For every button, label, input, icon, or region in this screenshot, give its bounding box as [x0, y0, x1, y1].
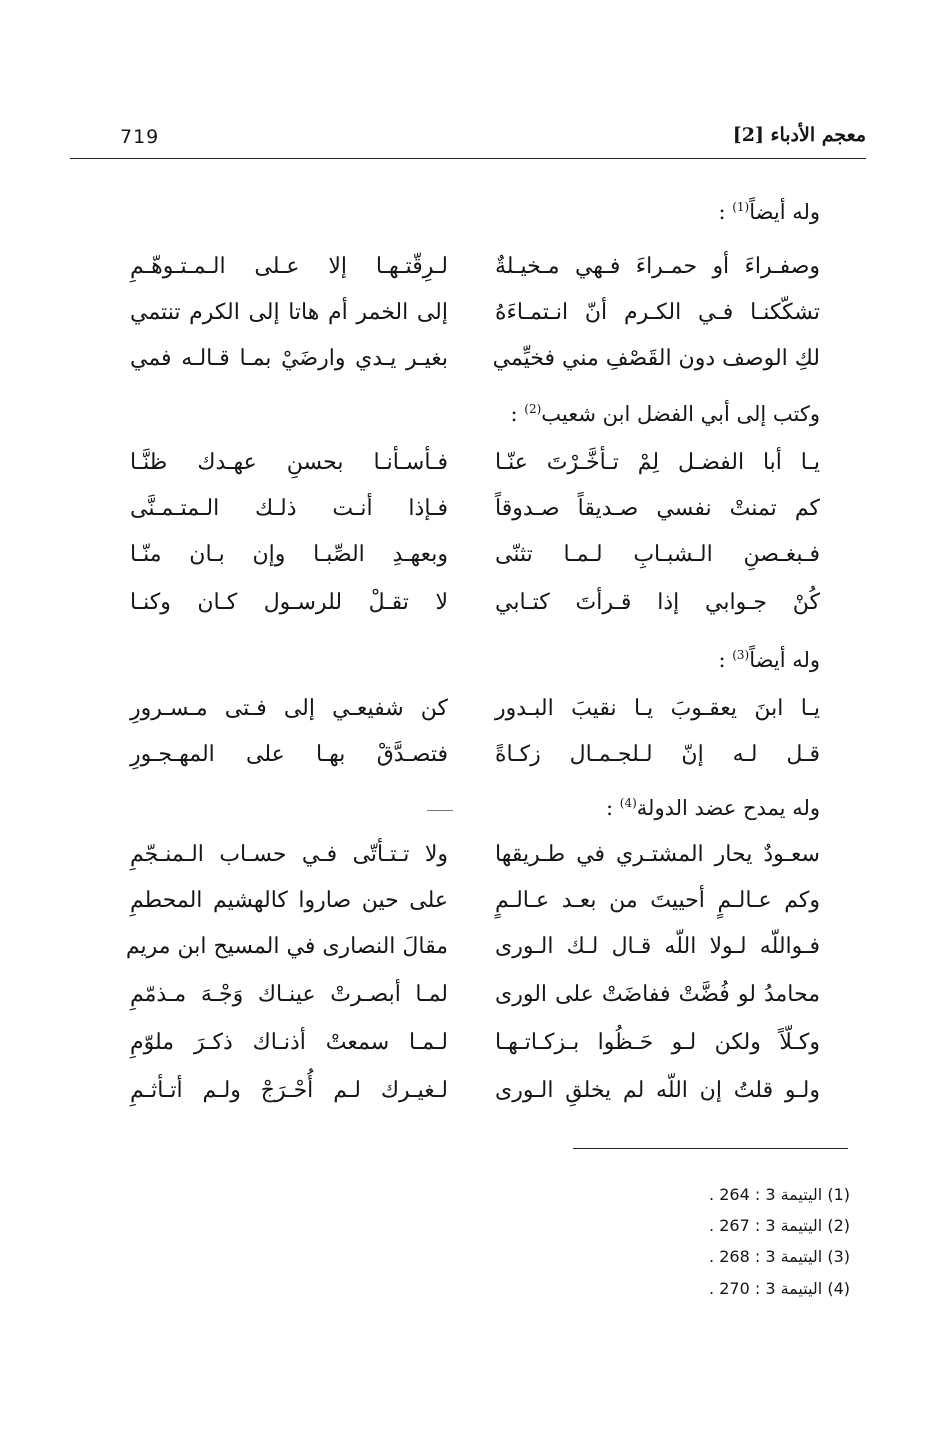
footnote: (3) اليتيمة 3 : 268 . — [709, 1247, 850, 1266]
verse-first-hemistich: يـا أبا الفضـل لِمْ تـأخَّـرْتَ عنّـا — [495, 450, 820, 475]
verse-second-hemistich: إلى الخمر أم هاتا إلى الكرم تنتمي — [130, 300, 448, 325]
verse-second-hemistich: ولا تـتـأتّى فـي حسـاب الـمنـجّمِ — [130, 842, 448, 867]
verse-first-hemistich: فـواللّه لـولا اللّه قـال لـك الـورى — [495, 934, 820, 959]
footnote-rule — [573, 1148, 848, 1149]
poem-heading: وله يمدح عضد الدولة$^{(4)}$ : — [606, 796, 820, 820]
verse-first-hemistich: تشكّكنـا فـي الكـرم أنّ انـتمـاءَهُ — [495, 300, 820, 325]
verse-first-hemistich: وكـلّاً ولكن لـو حَـظُوا بـزكـاتـهـا — [495, 1030, 820, 1055]
poem-heading: وله أيضاً$^{(1)}$ : — [718, 200, 820, 224]
running-header — [70, 118, 866, 159]
verse-second-hemistich: وبعهـدِ الصِّبـا وإن بـان منّـا — [130, 542, 448, 567]
footnote: (1) اليتيمة 3 : 264 . — [709, 1185, 850, 1204]
footnote: (2) اليتيمة 3 : 267 . — [709, 1216, 850, 1235]
verse-second-hemistich: لا تقـلْ للرسـول كـان وكنـا — [130, 590, 448, 615]
verse-second-hemistich: كن شفيعـي إلى فـتى مـسـرورِ — [130, 696, 448, 721]
section-divider — [427, 810, 453, 811]
book-title: معجم الأدباء [2] — [732, 124, 866, 146]
verse-second-hemistich: على حين صاروا كالهشيم المحطمِ — [130, 888, 448, 913]
verse-first-hemistich: وكم عـالـمٍ أحييتَ من بعـد عـالـمٍ — [495, 888, 820, 913]
poem-heading: وله أيضاً$^{(3)}$ : — [718, 648, 820, 672]
verse-first-hemistich: قـل لـه إنّ لـلجـمـال زكـاةً — [495, 742, 820, 767]
verse-first-hemistich: سعـودٌ يحار المشتـري في طـريقها — [495, 842, 820, 867]
verse-first-hemistich: لكِ الوصف دون القَصْفِ مني فخيِّمي — [492, 346, 820, 371]
verse-first-hemistich: يـا ابنَ يعقـوبَ يـا نقيبَ البـدور — [495, 696, 820, 721]
verse-first-hemistich: فـبغـصنِ الـشبـابِ لـمـا تثنّى — [495, 542, 820, 567]
verse-second-hemistich: لـغيـرك لـم أُحْـرَجْ ولـم أتـأثـمِ — [130, 1078, 448, 1103]
verse-first-hemistich: كُنْ جـوابي إذا قـرأتَ كتـابي — [495, 590, 820, 615]
verse-second-hemistich: لمـا أبصـرتْ عينـاك وَجْـهَ مـذمّمِ — [130, 982, 448, 1007]
verse-first-hemistich: كم تمنتْ نفسي صـديقاً صـدوقاً — [495, 496, 820, 521]
verse-second-hemistich: فتصـدَّقْ بهـا على المهـجـورِ — [130, 742, 448, 767]
verse-first-hemistich: محامدُ لو فُضَّتْ ففاضَتْ على الورى — [495, 982, 820, 1007]
verse-second-hemistich: فـأسـأنـا بحسنِ عهـدك ظنَّـا — [130, 450, 448, 475]
verse-second-hemistich: بغيـر يـدي وارضَيْ بمـا قـالـه فمي — [130, 346, 448, 371]
footnote: (4) اليتيمة 3 : 270 . — [709, 1279, 850, 1298]
page-number: 719 — [120, 126, 160, 148]
verse-second-hemistich: لـمـا سمعتْ أذنـاك ذكـرَ ملوّمِ — [130, 1030, 448, 1055]
verse-second-hemistich: فـإذا أنـت ذلـك الـمتـمـنَّى — [130, 496, 448, 521]
verse-first-hemistich: ولـو قلتُ إن اللّه لم يخلقِ الـورى — [495, 1078, 820, 1103]
verse-first-hemistich: وصفـراءَ أو حمـراءَ فـهي مـخيـلةٌ — [495, 254, 820, 279]
poem-heading: وكتب إلى أبي الفضل ابن شعيب$^{(2)}$ : — [510, 402, 820, 426]
verse-second-hemistich: لـرِقّتـهـا إلا عـلى الـمـتـوهّـمِ — [130, 254, 448, 279]
verse-second-hemistich: مقالَ النصارى في المسيح ابن مريم — [125, 934, 448, 959]
